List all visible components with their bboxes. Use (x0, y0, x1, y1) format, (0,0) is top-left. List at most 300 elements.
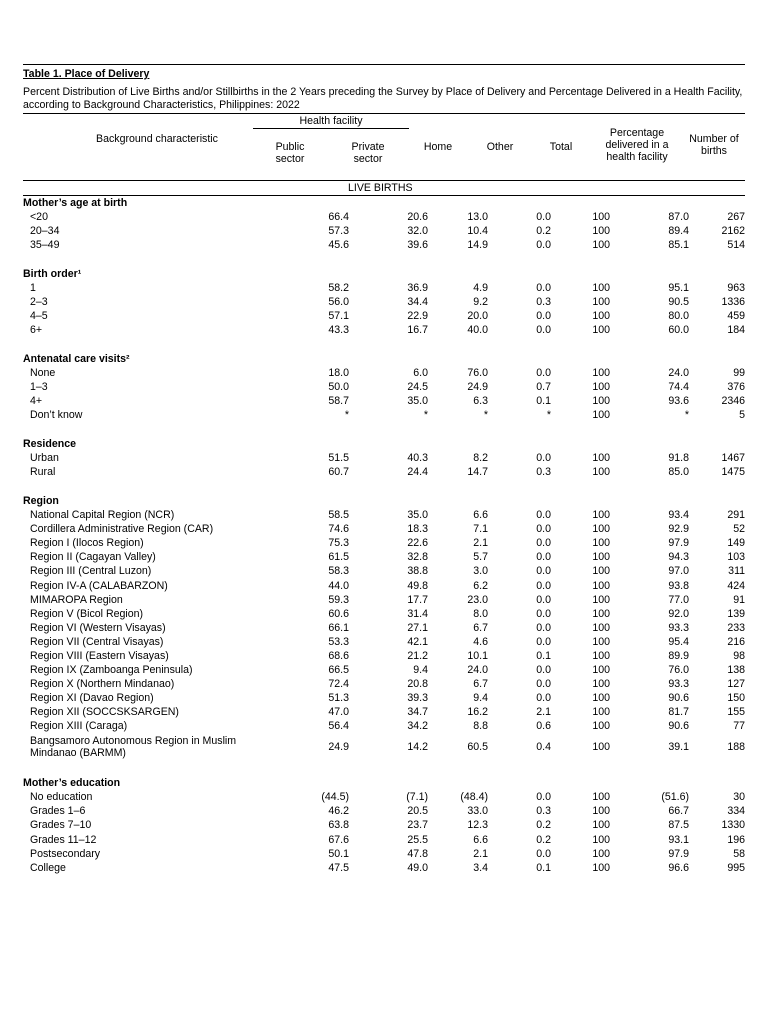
spacer-row (23, 337, 745, 352)
table-cell: 18.3 (407, 523, 428, 536)
table-cell: 0.0 (536, 324, 551, 337)
table-cell: 66.4 (328, 211, 349, 224)
table-cell: 0.0 (536, 509, 551, 522)
table-cell: 47.0 (328, 706, 349, 719)
table-cell: 96.6 (668, 861, 689, 874)
section-heading-row (23, 494, 745, 508)
table-cell: 24.0 (467, 664, 488, 677)
table-cell: 1475 (721, 466, 746, 479)
row-label: Cordillera Administrative Region (CAR) (30, 523, 214, 536)
table-cell: 100 (592, 706, 610, 719)
table-cell: 33.0 (467, 805, 488, 818)
table-row (23, 719, 745, 733)
table-cell: 74.6 (328, 523, 349, 536)
table-cell: 0.0 (536, 282, 551, 295)
table-cell: 51.5 (328, 452, 349, 465)
table-cell: 18.0 (328, 367, 349, 380)
table-cell: 100 (592, 466, 610, 479)
table-cell: 66.7 (668, 805, 689, 818)
table-cell: 45.6 (328, 239, 349, 252)
table-cell: 2.1 (473, 537, 488, 550)
table-cell: 60.7 (328, 466, 349, 479)
table-cell: (51.6) (661, 791, 689, 804)
table-cell: 66.5 (328, 664, 349, 677)
table-cell: 100 (592, 805, 610, 818)
table-cell: 77 (733, 720, 746, 733)
table-cell: 233 (727, 621, 746, 634)
header-private-sector: Private sector (351, 141, 385, 165)
table-cell: 8.2 (473, 452, 488, 465)
row-label: 4–5 (30, 310, 48, 323)
table-cell: 23.0 (467, 593, 488, 606)
table-cell: (48.4) (460, 791, 488, 804)
header-percentage-health-facility: Percentage delivered in a health facility (605, 127, 669, 163)
table-cell: 6.2 (473, 579, 488, 592)
table-cell: 93.3 (668, 678, 689, 691)
table-cell: 0.7 (536, 381, 551, 394)
table-cell: 100 (592, 537, 610, 550)
table-cell: 24.0 (668, 367, 689, 380)
table-cell: 58.3 (328, 565, 349, 578)
table-cell: 47.5 (328, 861, 349, 874)
table-cell: 100 (592, 678, 610, 691)
table-cell: (44.5) (321, 791, 349, 804)
table-cell: 85.0 (668, 466, 689, 479)
table-cell: 76.0 (668, 664, 689, 677)
table-cell: 0.0 (536, 239, 551, 252)
table-cell: 14.7 (467, 466, 488, 479)
table-cell: 93.3 (668, 621, 689, 634)
table-cell: 0.0 (536, 367, 551, 380)
row-label: 1–3 (30, 381, 48, 394)
table-cell: 6.3 (473, 395, 488, 408)
table-cell: 196 (727, 833, 746, 846)
table-cell: 9.4 (473, 692, 488, 705)
table-cell: 36.9 (407, 282, 428, 295)
table-cell: 100 (592, 819, 610, 832)
table-row (23, 536, 745, 550)
table-cell: 6.6 (473, 833, 488, 846)
table-cell: 14.2 (407, 740, 428, 753)
table-cell: 0.0 (536, 551, 551, 564)
table-cell: 44.0 (328, 579, 349, 592)
header-total: Total (549, 141, 573, 153)
table-cell: 0.4 (536, 740, 551, 753)
table-cell: 100 (592, 239, 610, 252)
table-cell: 16.7 (407, 324, 428, 337)
table-cell: 100 (592, 296, 610, 309)
table-cell: 100 (592, 664, 610, 677)
table-cell: 100 (592, 551, 610, 564)
table-row (23, 564, 745, 578)
table-cell: 93.8 (668, 579, 689, 592)
table-cell: 0.3 (536, 296, 551, 309)
table-cell: (7.1) (406, 791, 428, 804)
table-cell: 2.1 (536, 706, 551, 719)
table-cell: 0.0 (536, 664, 551, 677)
table-cell: 53.3 (328, 635, 349, 648)
row-label: Region III (Central Luzon) (30, 565, 152, 578)
table-row (23, 238, 745, 252)
table-cell: 23.7 (407, 819, 428, 832)
table-cell: 87.0 (668, 211, 689, 224)
table-cell: 100 (592, 324, 610, 337)
row-label: Grades 7–10 (30, 819, 92, 832)
table-cell: 100 (592, 381, 610, 394)
table-cell: 4.9 (473, 282, 488, 295)
table-cell: 92.0 (668, 607, 689, 620)
table-cell: * (684, 409, 689, 422)
row-label: 20–34 (30, 225, 60, 238)
table-cell: 267 (727, 211, 746, 224)
row-label: Region IX (Zamboanga Peninsula) (30, 664, 193, 677)
table-cell: 2162 (721, 225, 746, 238)
table-cell: 0.3 (536, 466, 551, 479)
table-row (23, 818, 745, 832)
table-cell: 24.4 (407, 466, 428, 479)
row-label: Rural (30, 466, 56, 479)
table-cell: 100 (592, 593, 610, 606)
table-row (23, 635, 745, 649)
row-label: Don’t know (30, 409, 83, 422)
table-cell: 68.6 (328, 650, 349, 662)
row-label: Region V (Bicol Region) (30, 607, 144, 620)
table-row (23, 847, 745, 861)
table-cell: 5 (739, 409, 746, 422)
table-cell: 514 (727, 239, 746, 252)
table-cell: * (546, 409, 551, 422)
table-cell: 20.5 (407, 805, 428, 818)
table-row (23, 508, 745, 522)
table-cell: 2346 (721, 395, 746, 408)
table-cell: 0.2 (536, 819, 551, 832)
table-cell: 32.8 (407, 551, 428, 564)
table-cell: 184 (727, 324, 746, 337)
table-row (23, 691, 745, 705)
table-cell: 0.0 (536, 579, 551, 592)
table-cell: 63.8 (328, 819, 349, 832)
row-label: Region VI (Western Visayas) (30, 621, 166, 634)
table-cell: 17.7 (407, 593, 428, 606)
table-cell: 20.8 (407, 678, 428, 691)
header-background: Background characteristic (96, 133, 218, 145)
section-heading: Antenatal care visits² (23, 353, 130, 366)
table-cell: 24.9 (467, 381, 488, 394)
table-cell: 8.0 (473, 607, 488, 620)
table-cell: 216 (727, 635, 746, 648)
table-cell: 100 (592, 833, 610, 846)
table-cell: 3.4 (473, 861, 488, 874)
table-cell: 0.2 (536, 833, 551, 846)
table-cell: 30 (733, 791, 746, 804)
data-table (23, 196, 745, 875)
table-cell: 0.1 (536, 861, 551, 874)
table-cell: 100 (592, 692, 610, 705)
table-cell: 93.6 (668, 395, 689, 408)
table-cell: 46.2 (328, 805, 349, 818)
table-row (23, 522, 745, 536)
table-row (23, 451, 745, 465)
row-label: Region I (Ilocos Region) (30, 537, 144, 550)
table-cell: 100 (592, 720, 610, 733)
table-cell: 87.5 (668, 819, 689, 832)
row-label: Region XIII (Caraga) (30, 720, 128, 733)
table-cell: 155 (727, 706, 746, 719)
table-cell: 42.1 (407, 635, 428, 648)
table-cell: 89.4 (668, 225, 689, 238)
table-row (23, 861, 745, 875)
table-cell: 6.6 (473, 509, 488, 522)
table-cell: 60.5 (467, 740, 488, 753)
row-label: Region IV-A (CALABARZON) (30, 579, 168, 592)
table-cell: 0.3 (536, 805, 551, 818)
table-cell: 138 (727, 664, 746, 677)
row-label: Bangsamoro Autonomous Region in Muslim Mindanao (BARMM) (30, 735, 237, 759)
table-cell: 9.2 (473, 296, 488, 309)
live-births-row (23, 181, 745, 195)
table-cell: 150 (727, 692, 746, 705)
table-cell: 97.9 (668, 847, 689, 860)
row-label: Grades 1–6 (30, 805, 86, 818)
table-cell: 52 (733, 523, 746, 536)
table-cell: 10.4 (467, 225, 488, 238)
table-cell: 90.6 (668, 692, 689, 705)
table-cell: 94.3 (668, 551, 689, 564)
table-cell: 40.0 (467, 324, 488, 337)
table-cell: 98 (733, 650, 746, 662)
table-cell: 1336 (721, 296, 746, 309)
table-cell: 59.3 (328, 593, 349, 606)
document-page (23, 64, 745, 875)
table-cell: 22.6 (407, 537, 428, 550)
table-cell: 97.9 (668, 537, 689, 550)
table-cell: 100 (592, 211, 610, 224)
table-row (23, 705, 745, 719)
table-cell: 100 (592, 579, 610, 592)
row-label: 35–49 (30, 239, 60, 252)
live-births-label: LIVE BIRTHS (348, 182, 413, 194)
table-cell: 90.5 (668, 296, 689, 309)
table-cell: 0.0 (536, 791, 551, 804)
table-row (23, 224, 745, 238)
table-cell: 0.1 (536, 650, 551, 662)
table-title: Table 1. Place of Delivery (23, 68, 150, 80)
table-row (23, 323, 745, 337)
section-heading-row (23, 196, 745, 210)
spacer-row (23, 423, 745, 438)
table-cell: 61.5 (328, 551, 349, 564)
table-cell: 100 (592, 509, 610, 522)
table-cell: 72.4 (328, 678, 349, 691)
table-cell: 139 (727, 607, 746, 620)
table-cell: 57.1 (328, 310, 349, 323)
table-cell: 25.5 (407, 833, 428, 846)
table-cell: 38.8 (407, 565, 428, 578)
table-cell: 47.8 (407, 847, 428, 860)
table-cell: 127 (727, 678, 746, 691)
table-cell: 16.2 (467, 706, 488, 719)
table-cell: 56.4 (328, 720, 349, 733)
table-cell: 188 (727, 740, 746, 753)
table-cell: 2.1 (473, 847, 488, 860)
table-cell: 92.9 (668, 523, 689, 536)
table-cell: 35.0 (407, 395, 428, 408)
table-cell: 49.0 (407, 861, 428, 874)
table-cell: 6.7 (473, 678, 488, 691)
table-row (23, 649, 745, 663)
table-cell: 103 (727, 551, 746, 564)
table-cell: 9.4 (413, 664, 428, 677)
table-cell: 24.9 (328, 740, 349, 753)
table-cell: 0.0 (536, 593, 551, 606)
table-cell: 10.1 (467, 650, 488, 662)
table-row (23, 593, 745, 607)
table-cell: 80.0 (668, 310, 689, 323)
table-cell: 39.3 (407, 692, 428, 705)
table-cell: 50.1 (328, 847, 349, 860)
table-cell: 100 (592, 565, 610, 578)
table-cell: * (344, 409, 349, 422)
table-cell: 50.0 (328, 381, 349, 394)
table-row (23, 380, 745, 394)
table-cell: 34.2 (407, 720, 428, 733)
table-cell: 0.0 (536, 678, 551, 691)
table-cell: 4.6 (473, 635, 488, 648)
table-cell: 40.3 (407, 452, 428, 465)
table-cell: 100 (592, 282, 610, 295)
table-cell: 34.4 (407, 296, 428, 309)
table-cell: 34.7 (407, 706, 428, 719)
row-label: MIMAROPA Region (30, 593, 123, 606)
table-cell: 56.0 (328, 296, 349, 309)
table-cell: 0.2 (536, 225, 551, 238)
section-heading: Residence (23, 438, 76, 451)
table-cell: 77.0 (668, 593, 689, 606)
table-cell: 5.7 (473, 551, 488, 564)
spacer-row (23, 252, 745, 267)
section-heading-row (23, 352, 745, 366)
spacer-row (23, 762, 745, 777)
header-number-of-births: Number of births (689, 133, 739, 157)
table-cell: 20.0 (467, 310, 488, 323)
table-cell: 58.2 (328, 282, 349, 295)
table-cell: 0.6 (536, 720, 551, 733)
table-cell: * (423, 409, 428, 422)
table-cell: 291 (727, 509, 746, 522)
table-cell: 459 (727, 310, 746, 323)
table-cell: 995 (727, 861, 746, 874)
row-label: National Capital Region (NCR) (30, 509, 175, 522)
section-heading: Mother’s age at birth (23, 197, 128, 209)
table-cell: 13.0 (467, 211, 488, 224)
table-cell: 27.1 (407, 621, 428, 634)
section-heading-row (23, 267, 745, 281)
table-cell: 39.6 (407, 239, 428, 252)
table-cell: 93.1 (668, 833, 689, 846)
table-cell: 66.1 (328, 621, 349, 634)
table-cell: 149 (727, 537, 746, 550)
table-cell: 0.0 (536, 847, 551, 860)
spacer-row (23, 479, 745, 494)
table-cell: 93.4 (668, 509, 689, 522)
table-cell: 97.0 (668, 565, 689, 578)
table-cell: 0.0 (536, 537, 551, 550)
table-header (23, 114, 745, 180)
table-body (23, 196, 745, 875)
table-subtitle: Percent Distribution of Live Births and/or Stillbirths in the 2 Years preceding the Survey by Place of Delivery and Percentage Delivered in a Health Facility, according to Background Characteristics, Philippines: 2022 (23, 86, 743, 111)
header-health-facility: Health facility (299, 115, 363, 127)
table-cell: 91 (733, 593, 746, 606)
table-cell: 51.3 (328, 692, 349, 705)
table-cell: 57.3 (328, 225, 349, 238)
table-cell: 100 (592, 523, 610, 536)
table-cell: 100 (592, 367, 610, 380)
header-other: Other (486, 141, 514, 153)
table-cell: 39.1 (668, 740, 689, 753)
row-label: Region XII (SOCCSKSARGEN) (30, 706, 179, 719)
table-cell: 58 (733, 847, 746, 860)
table-row (23, 579, 745, 593)
table-cell: 0.0 (536, 692, 551, 705)
table-cell: 100 (592, 395, 610, 408)
table-cell: 12.3 (467, 819, 488, 832)
table-cell: 35.0 (407, 509, 428, 522)
row-label: 1 (30, 282, 36, 295)
row-label: Region VII (Central Visayas) (30, 635, 164, 648)
table-cell: 100 (592, 650, 610, 662)
row-label: 6+ (30, 324, 43, 337)
table-cell: 0.0 (536, 452, 551, 465)
row-label: Region XI (Davao Region) (30, 692, 154, 705)
table-cell: 376 (727, 381, 746, 394)
table-cell: 0.0 (536, 211, 551, 224)
table-cell: 21.2 (407, 650, 428, 662)
table-cell: 100 (592, 847, 610, 860)
table-row (23, 621, 745, 635)
table-row (23, 607, 745, 621)
table-row (23, 281, 745, 295)
table-cell: 100 (592, 635, 610, 648)
table-cell: 0.0 (536, 607, 551, 620)
section-heading: Birth order¹ (23, 267, 82, 280)
table-cell: 100 (592, 607, 610, 620)
section-heading-row (23, 437, 745, 451)
table-row (23, 804, 745, 818)
table-row (23, 550, 745, 564)
table-cell: 99 (733, 367, 746, 380)
table-row (23, 210, 745, 224)
table-row (23, 465, 745, 479)
table-cell: 60.6 (328, 607, 349, 620)
table-cell: 20.6 (407, 211, 428, 224)
table-cell: 0.0 (536, 635, 551, 648)
table-cell: 7.1 (473, 523, 488, 536)
table-cell: 60.0 (668, 324, 689, 337)
table-cell: 89.9 (668, 650, 689, 662)
row-label: No education (30, 791, 93, 804)
table-cell: 43.3 (328, 324, 349, 337)
row-label: College (30, 861, 66, 874)
row-label: Region X (Northern Mindanao) (30, 678, 175, 691)
table-cell: 0.0 (536, 621, 551, 634)
table-cell: 100 (592, 452, 610, 465)
header-public-sector: Public sector (275, 141, 305, 165)
row-label: Grades 11–12 (30, 833, 97, 846)
table-cell: 14.9 (467, 239, 488, 252)
table-cell: 75.3 (328, 537, 349, 550)
section-heading-row (23, 776, 745, 790)
row-label: <20 (30, 211, 48, 224)
